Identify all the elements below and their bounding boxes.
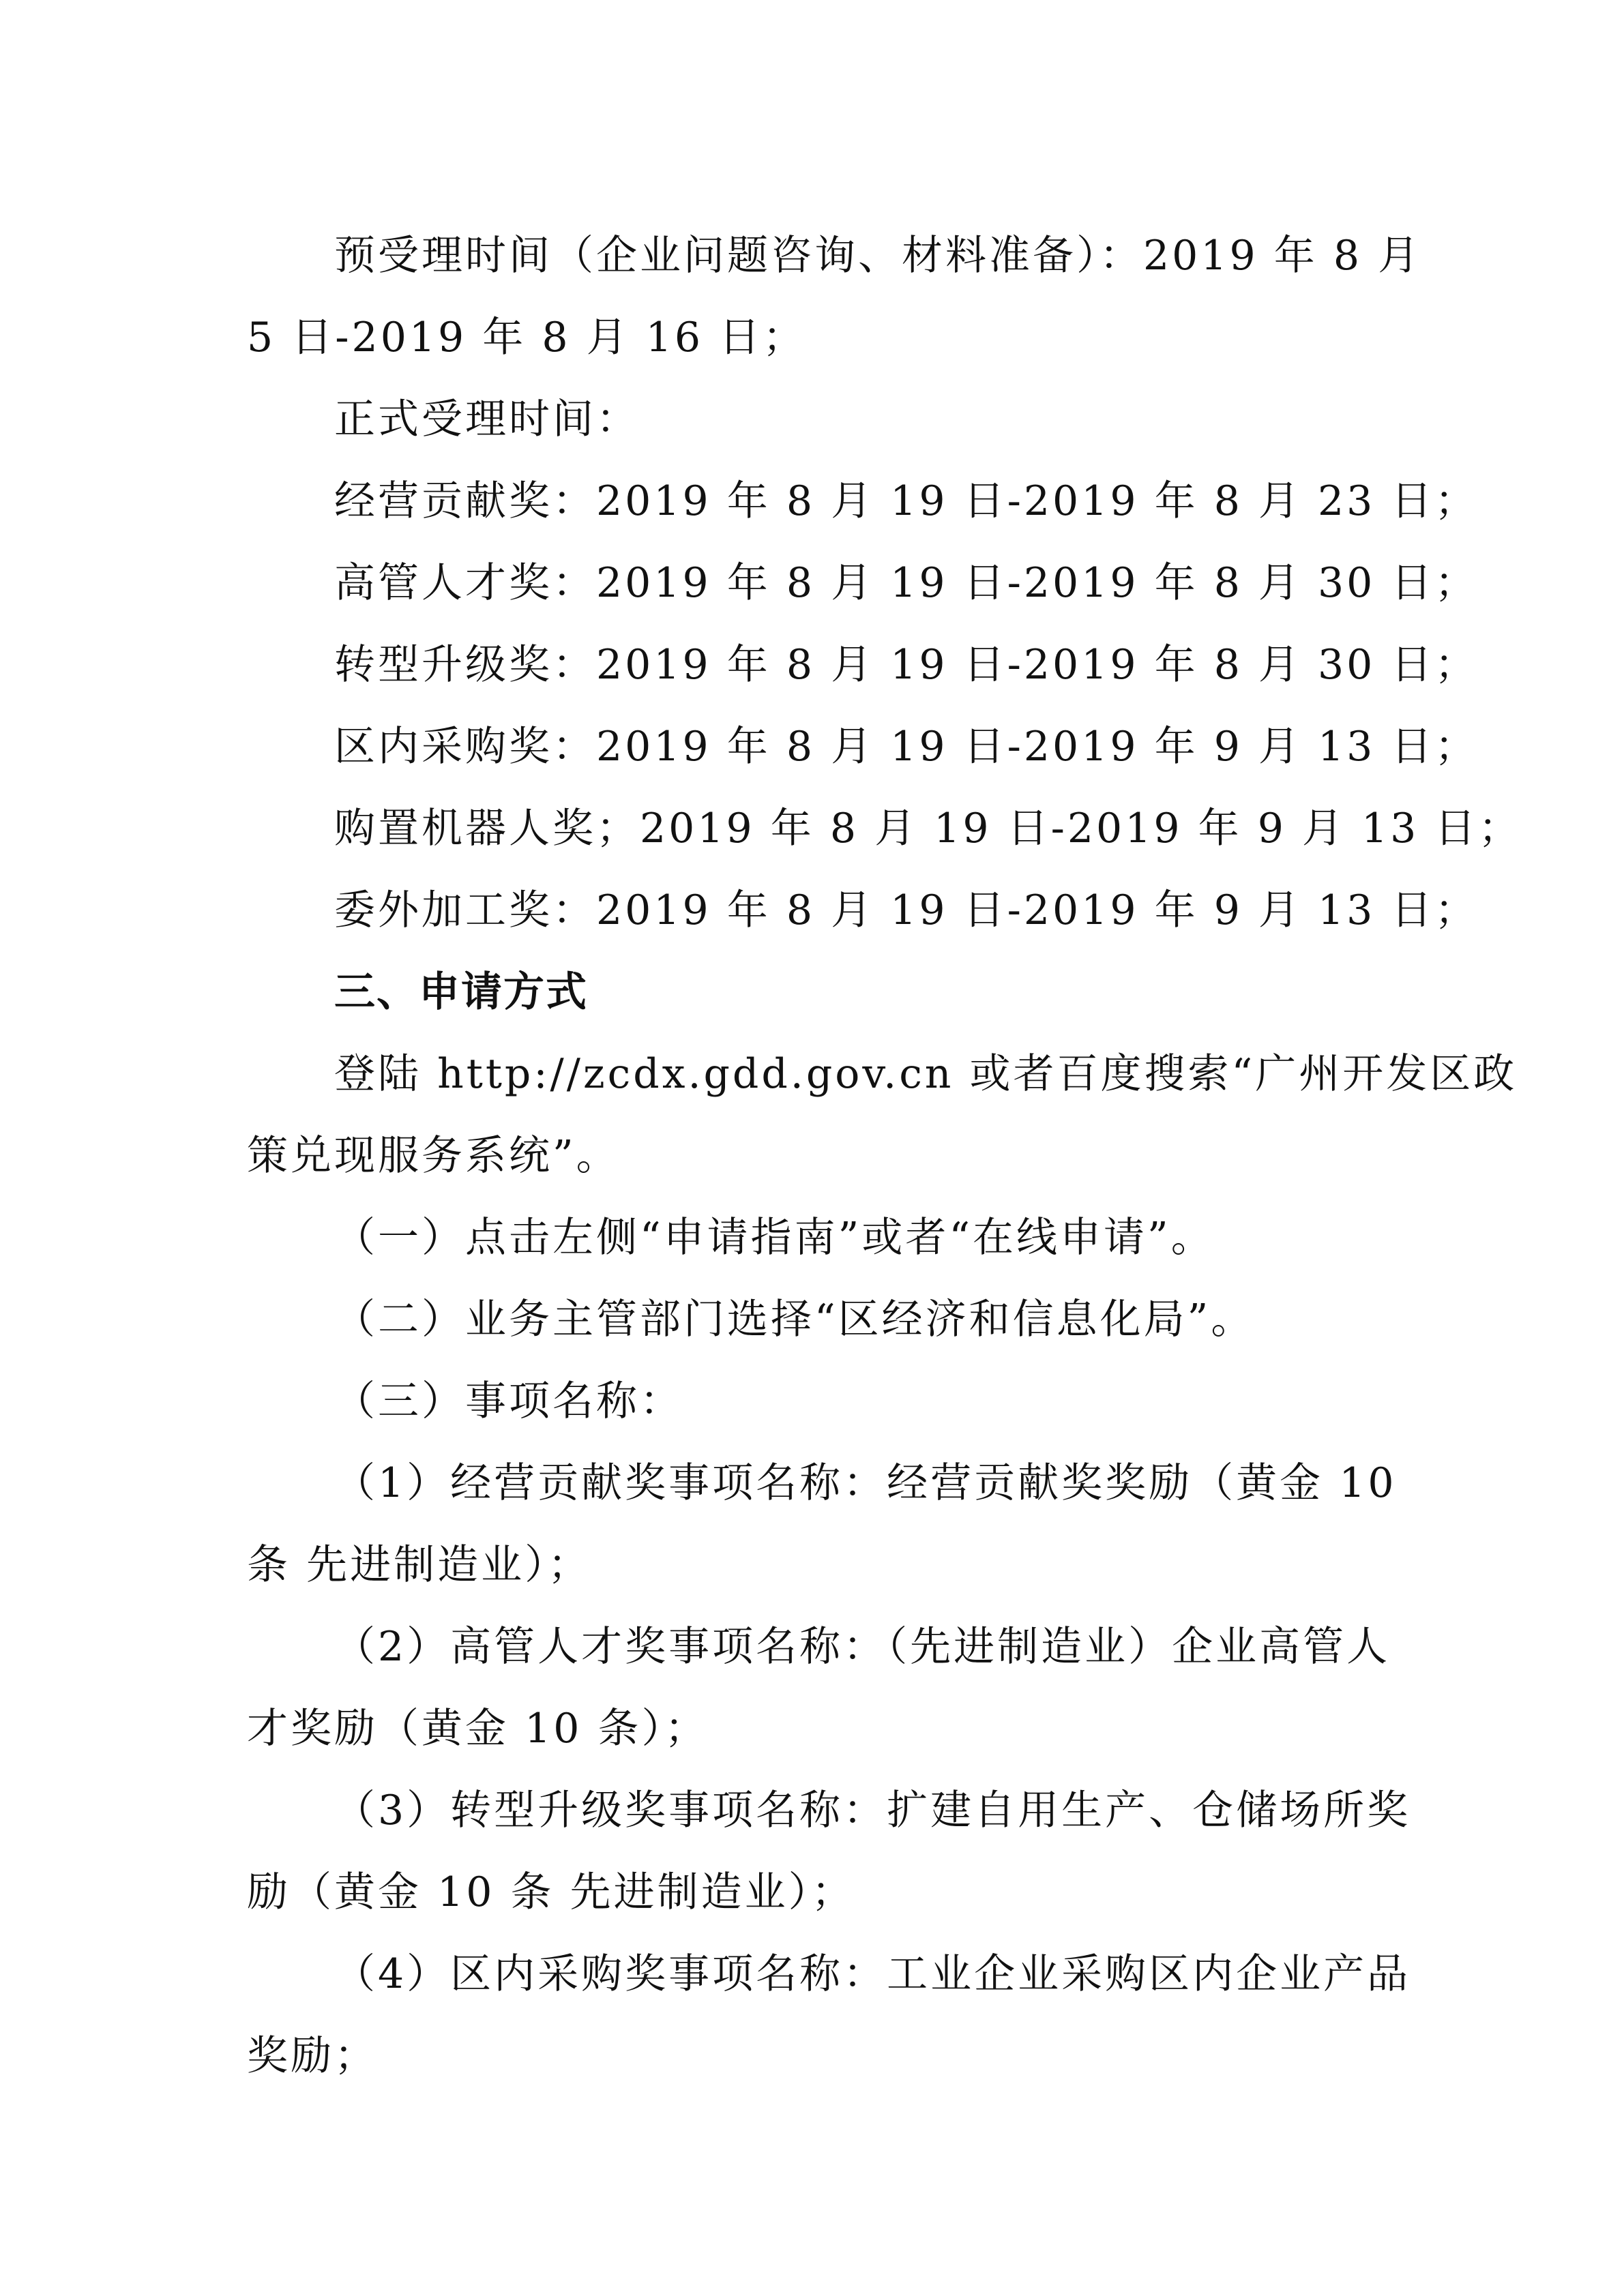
text-line: 预受理时间（企业问题咨询、材料准备）：2019 年 8 月 xyxy=(334,232,1422,280)
text-line: 委外加工奖：2019 年 8 月 19 日-2019 年 9 月 13 日； xyxy=(334,886,1479,934)
text-line: 转型升级奖：2019 年 8 月 19 日-2019 年 8 月 30 日； xyxy=(334,641,1479,689)
text-line: （1）经营贡献奖事项名称：经营贡献奖奖励（黄金 10 xyxy=(334,1459,1397,1507)
text-line: 奖励； xyxy=(247,2032,378,2080)
text-line: （三）事项名称： xyxy=(334,1377,683,1425)
text-line: （二）业务主管部门选择“区经济和信息化局”。 xyxy=(334,1296,1255,1343)
text-line: （一）点击左侧“申请指南”或者“在线申请”。 xyxy=(334,1214,1215,1262)
text-line: 区内采购奖：2019 年 8 月 19 日-2019 年 9 月 13 日； xyxy=(334,723,1479,771)
text-line: （2）高管人才奖事项名称：（先进制造业）企业高管人 xyxy=(334,1623,1391,1671)
text-line: 才奖励（黄金 10 条）； xyxy=(247,1705,709,1753)
text-line: 高管人才奖：2019 年 8 月 19 日-2019 年 8 月 30 日； xyxy=(334,559,1479,607)
text-line: 购置机器人奖；2019 年 8 月 19 日-2019 年 9 月 13 日； xyxy=(334,805,1522,852)
document-body xyxy=(247,215,1522,2097)
section-heading: 三、申请方式 xyxy=(334,968,588,1016)
text-line: 经营贡献奖：2019 年 8 月 19 日-2019 年 8 月 23 日； xyxy=(334,477,1479,525)
text-line: 正式受理时间： xyxy=(334,396,640,443)
text-line: 策兑现服务系统”。 xyxy=(247,1132,620,1180)
text-line: 励（黄金 10 条 先进制造业）； xyxy=(247,1868,855,1916)
text-line: （4）区内采购奖事项名称：工业企业采购区内企业产品 xyxy=(334,1950,1411,1998)
text-line: 登陆 http://zcdx.gdd.gov.cn 或者百度搜索“广州开发区政 xyxy=(334,1050,1518,1098)
text-line: 5 日-2019 年 8 月 16 日； xyxy=(247,314,807,361)
text-line: 条 先进制造业）； xyxy=(247,1541,592,1589)
text-line: （3）转型升级奖事项名称：扩建自用生产、仓储场所奖 xyxy=(334,1787,1411,1834)
